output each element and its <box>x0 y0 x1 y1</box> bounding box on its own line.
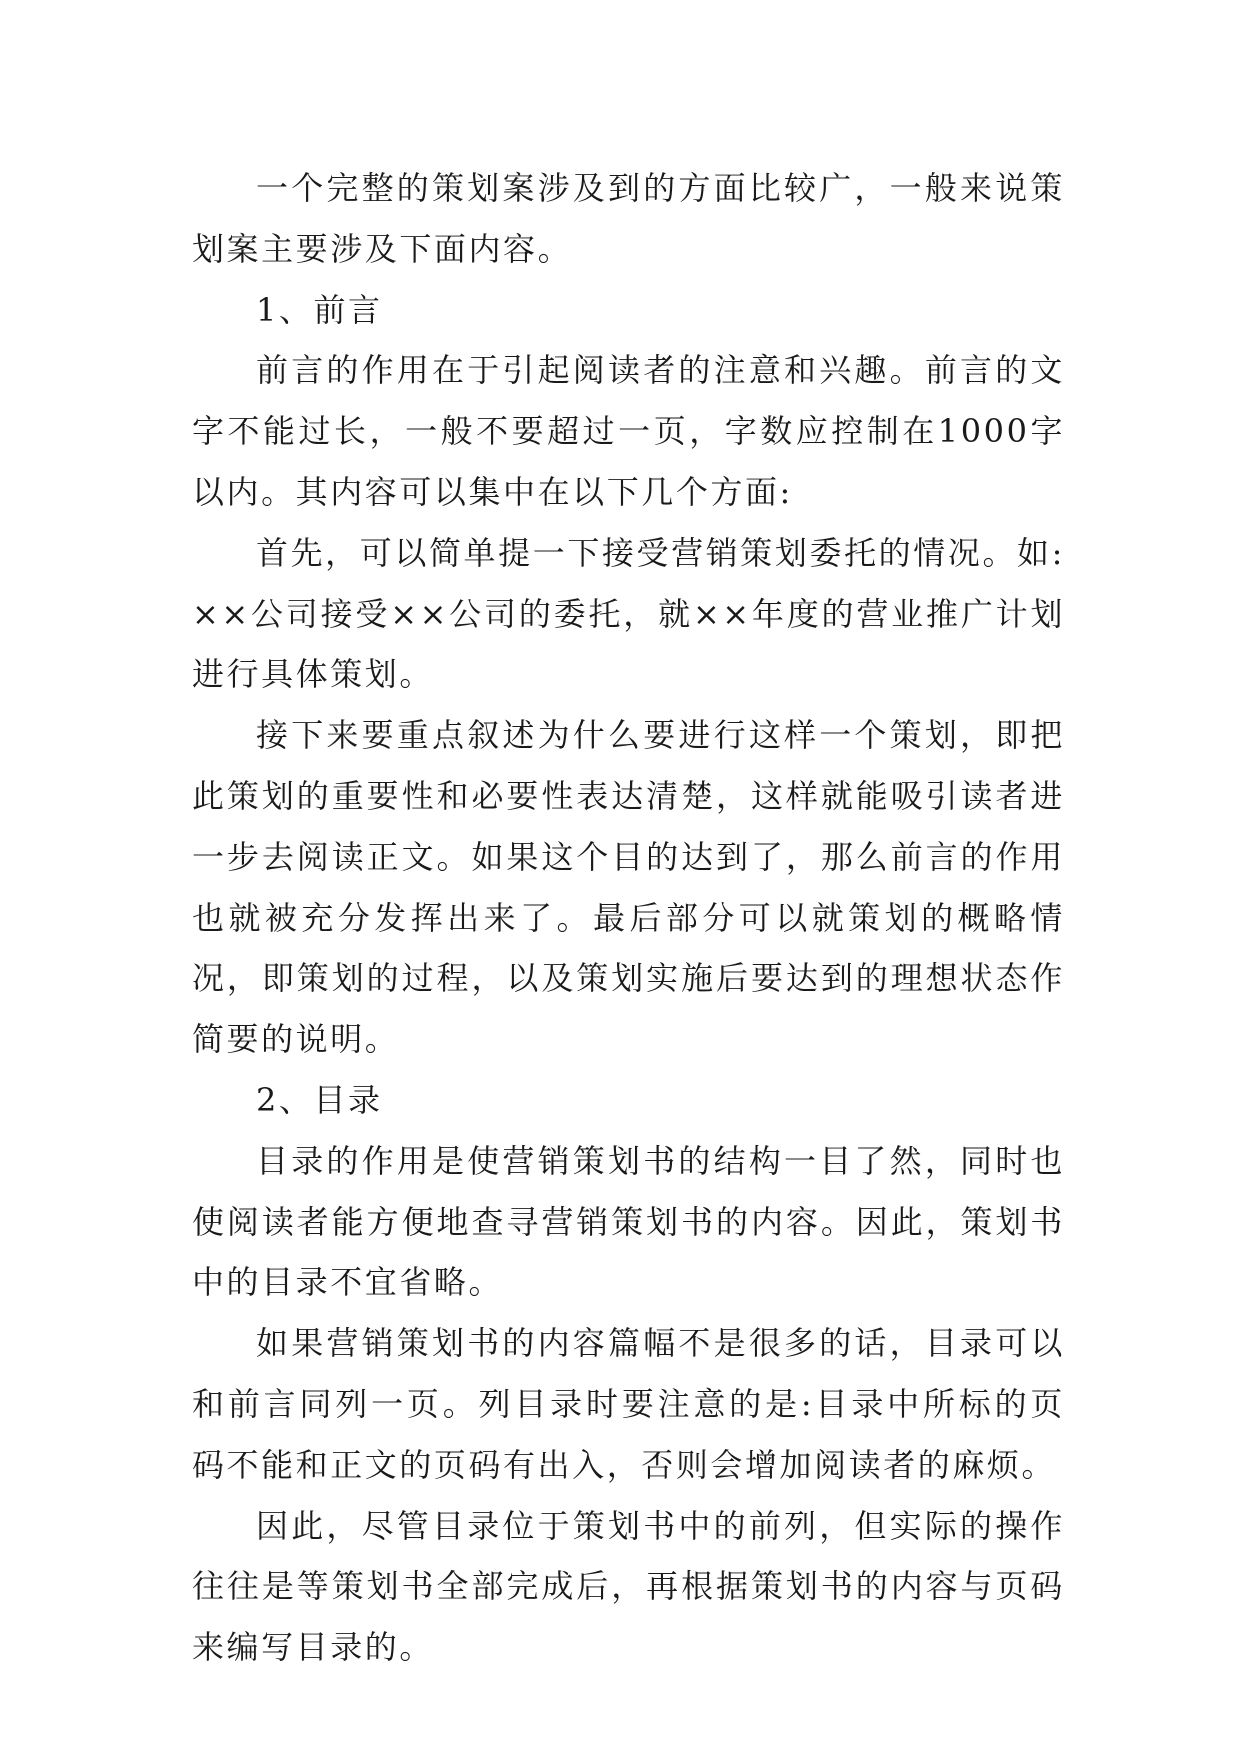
heading-preface: 1、前言 <box>256 290 383 329</box>
paragraph-intro: 一个完整的策划案涉及到的方面比较广，一般来说策划案主要涉及下面内容。 <box>192 169 1065 268</box>
paragraph-contents-layout: 如果营销策划书的内容篇幅不是很多的话，目录可以和前言同列一页。列目录时要注意的是:目录中所标的页码不能和正文的页码有出入，否则会增加阅读者的麻烦。 <box>192 1324 1065 1484</box>
heading-contents: 2、目录 <box>256 1080 383 1119</box>
paragraph-preface-purpose: 前言的作用在于引起阅读者的注意和兴趣。前言的文字不能过长，一般不要超过一页，字数应控制在1000字以内。其内容可以集中在以下几个方面: <box>192 351 1065 511</box>
paragraph-preface-next: 接下来要重点叙述为什么要进行这样一个策划，即把此策划的重要性和必要性表达清楚，这样就能吸引读者进一步去阅读正文。如果这个目的达到了，那么前言的作用也就被充分发挥出来了。最后部分可以就策划的概略情况，即策划的过程，以及策划实施后要达到的理想状态作简要的说明。 <box>192 716 1065 1059</box>
paragraph-contents-purpose: 目录的作用是使营销策划书的结构一目了然，同时也使阅读者能方便地查寻营销策划书的内容。因此，策划书中的目录不宜省略。 <box>192 1141 1065 1302</box>
paragraph-contents-writing: 因此，尽管目录位于策划书中的前列，但实际的操作往往是等策划书全部完成后，再根据策划书的内容与页码来编写目录的。 <box>192 1506 1065 1667</box>
paragraph-preface-first: 首先，可以简单提一下接受营销策划委托的情况。如:××公司接受××公司的委托，就××年度的营业推广计划进行具体策划。 <box>192 533 1065 694</box>
document-body <box>192 158 1065 1678</box>
